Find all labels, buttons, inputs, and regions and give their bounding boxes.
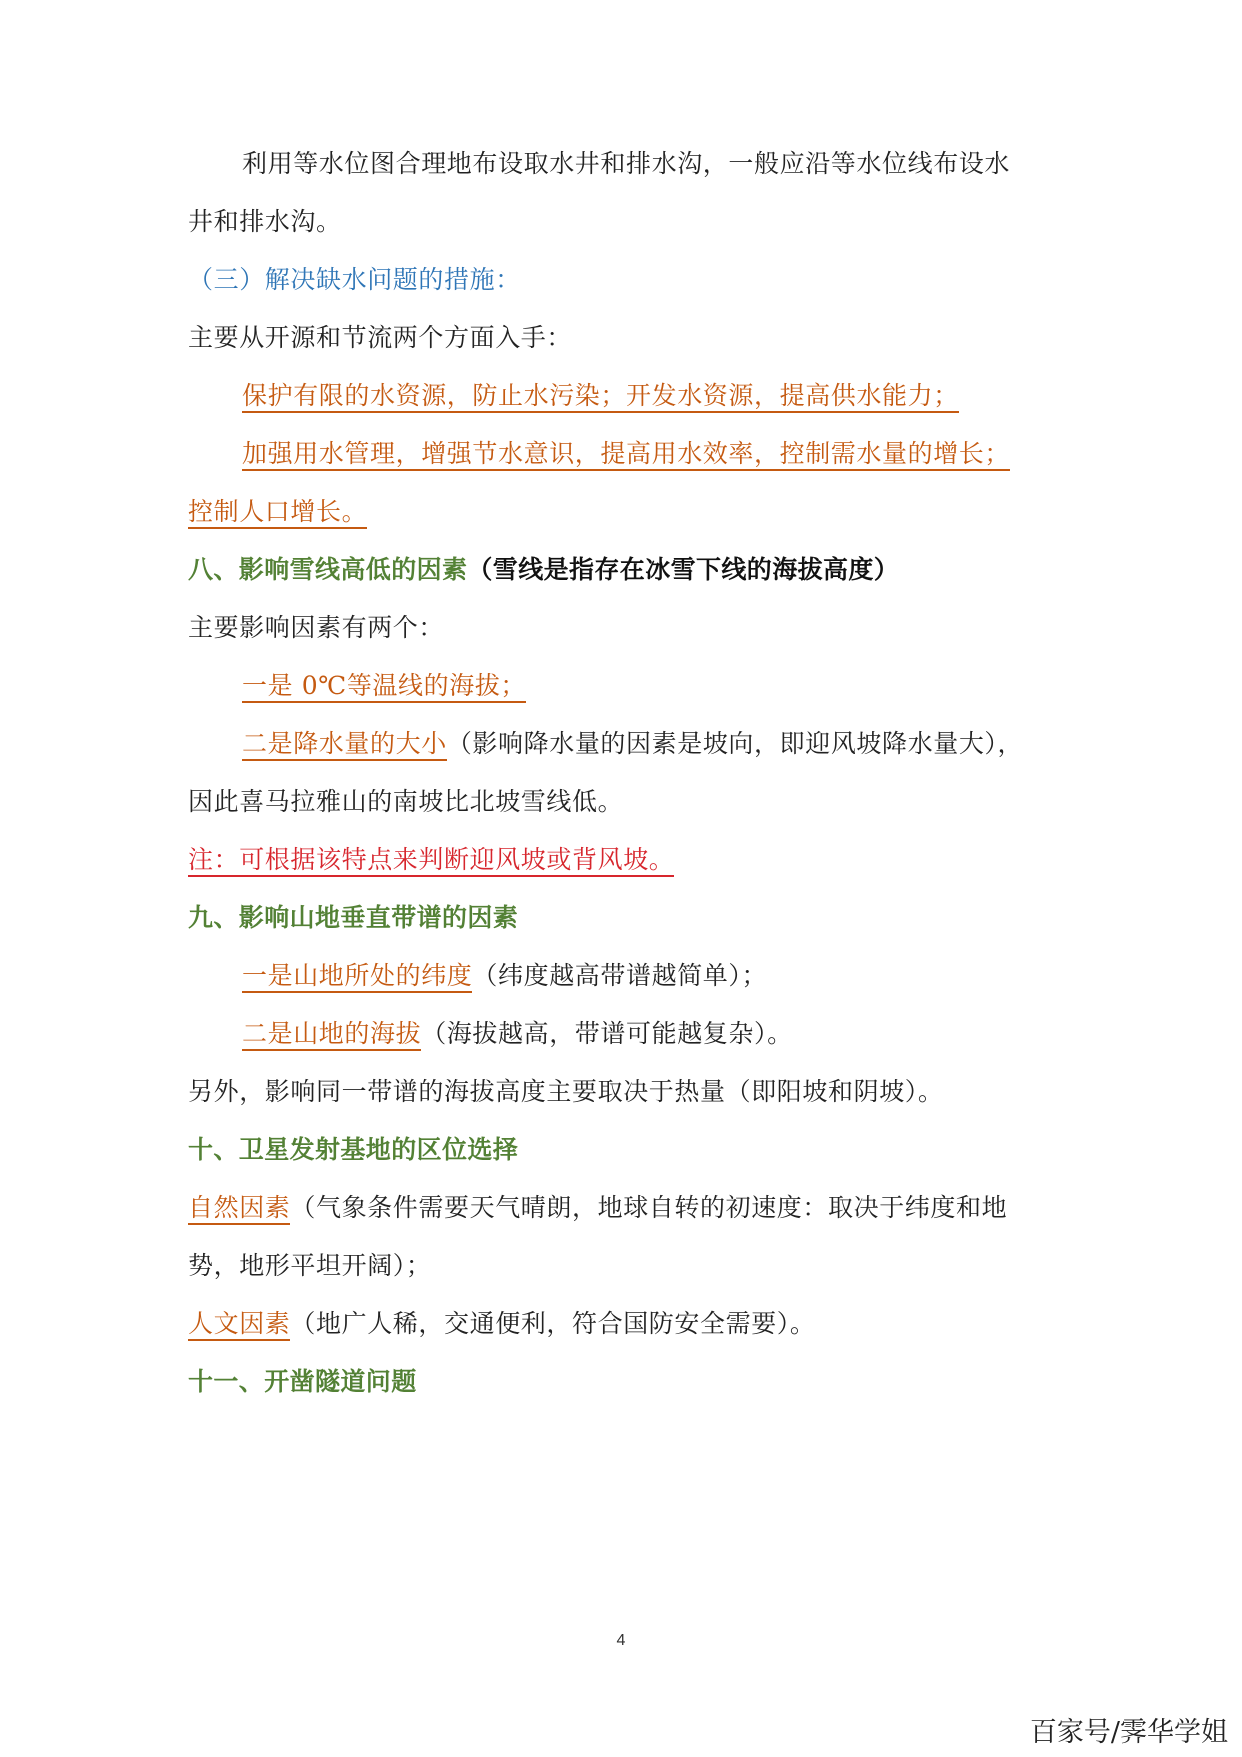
underlined-text: 二是降水量的大小 bbox=[242, 729, 447, 761]
section-heading bbox=[188, 1133, 1058, 1167]
heading-text: 十、卫星发射基地的区位选择 bbox=[188, 1135, 519, 1164]
paragraph-line bbox=[188, 321, 1058, 355]
section-heading bbox=[188, 553, 1058, 587]
underlined-text: 人文因素 bbox=[188, 1309, 290, 1341]
paragraph-line bbox=[242, 147, 1058, 181]
measure-item bbox=[242, 379, 1058, 413]
paragraph-text: （地广人稀，交通便利，符合国防安全需要）。 bbox=[290, 1309, 816, 1338]
paragraph-text: （纬度越高带谱越简单）； bbox=[472, 961, 768, 990]
factor-item bbox=[188, 1307, 1058, 1341]
underlined-text: 加强用水管理，增强节水意识，提高用水效率，控制需水量的增长； bbox=[242, 439, 1010, 471]
heading-text: 九、影响山地垂直带谱的因素 bbox=[188, 903, 519, 932]
underlined-text: 一是 0℃等温线的海拔； bbox=[242, 671, 526, 703]
paragraph-line bbox=[188, 1249, 1058, 1283]
heading-note: （雪线是指存在冰雪下线的海拔高度） bbox=[467, 555, 900, 584]
paragraph-text: 因此喜马拉雅山的南坡比北坡雪线低。 bbox=[188, 787, 624, 816]
paragraph-text: （影响降水量的因素是坡向，即迎风坡降水量大）， bbox=[446, 729, 1024, 758]
measure-item bbox=[242, 437, 1058, 471]
heading-text: 八、影响雪线高低的因素 bbox=[188, 555, 468, 584]
section-heading bbox=[188, 1365, 1058, 1399]
paragraph-text: （海拔越高，带谱可能越复杂）。 bbox=[421, 1019, 793, 1048]
factor-item bbox=[242, 669, 1058, 703]
paragraph-text: 另外，影响同一带谱的海拔高度主要取决于热量（即阳坡和阴坡）。 bbox=[188, 1077, 944, 1106]
underlined-text: 自然因素 bbox=[188, 1193, 290, 1225]
subtitle-text: （三）解决缺水问题的措施： bbox=[188, 265, 521, 294]
paragraph-text: 势，地形平坦开阔）； bbox=[188, 1251, 432, 1280]
watermark: 百家号/霁华学姐 bbox=[1029, 1717, 1228, 1748]
underlined-text: 二是山地的海拔 bbox=[242, 1019, 421, 1051]
paragraph-text: （气象条件需要天气晴朗，地球自转的初速度：取决于纬度和地 bbox=[290, 1193, 1008, 1222]
factor-item bbox=[242, 1017, 1058, 1051]
paragraph-text: 主要从开源和节流两个方面入手： bbox=[188, 323, 573, 352]
note-text: 注：可根据该特点来判断迎风坡或背风坡。 bbox=[188, 845, 674, 877]
factor-item bbox=[188, 1191, 1058, 1225]
heading-text: 十一、开凿隧道问题 bbox=[188, 1367, 417, 1396]
underlined-text: 一是山地所处的纬度 bbox=[242, 961, 472, 993]
paragraph-text: 利用等水位图合理地布设取水井和排水沟，一般应沿等水位线布设水 bbox=[242, 149, 1011, 178]
factor-item bbox=[242, 959, 1058, 993]
factor-item bbox=[242, 727, 1058, 761]
paragraph-line bbox=[188, 785, 1058, 819]
paragraph-line bbox=[188, 1075, 1058, 1109]
paragraph-line bbox=[188, 611, 1058, 645]
section-heading bbox=[188, 901, 1058, 935]
paragraph-text: 井和排水沟。 bbox=[188, 207, 342, 236]
measure-item bbox=[188, 495, 1058, 529]
section-subtitle bbox=[188, 263, 1058, 297]
paragraph-line bbox=[188, 205, 1058, 239]
note-line bbox=[188, 843, 1058, 877]
underlined-text: 控制人口增长。 bbox=[188, 497, 367, 529]
paragraph-text: 主要影响因素有两个： bbox=[188, 613, 445, 642]
page-number: 4 bbox=[616, 1632, 626, 1649]
underlined-text: 保护有限的水资源，防止水污染；开发水资源，提高供水能力； bbox=[242, 381, 959, 413]
